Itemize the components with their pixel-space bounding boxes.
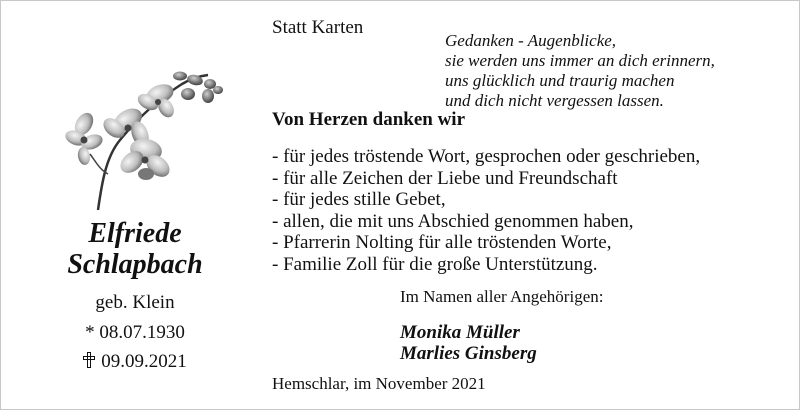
thanks-list: [272, 146, 700, 276]
death-line: [20, 351, 250, 373]
statt-karten-label: Statt Karten: [272, 17, 364, 38]
birth-date: * 08.07.1930: [85, 322, 185, 343]
thanks-item: - für alle Zeichen der Liebe und Freundschaft: [272, 167, 618, 189]
poem-line: uns glücklich und traurig machen: [445, 71, 675, 90]
orchid-illustration: [50, 62, 230, 212]
thanks-item: - allen, die mit uns Abschied genommen haben,: [272, 210, 634, 232]
thanks-item: - Pfarrerin Nolting für alle tröstenden Worte,: [272, 232, 612, 254]
deceased-last-name: Schlapbach: [67, 249, 203, 280]
signers: [400, 322, 537, 364]
poem-line: sie werden uns immer an dich erinnern,: [445, 51, 715, 70]
thanks-heading: Von Herzen danken wir: [272, 109, 466, 130]
signer-name: Marlies Ginsberg: [400, 343, 537, 364]
maiden-name: geb. Klein: [95, 292, 175, 313]
on-behalf-label: Im Namen aller Angehörigen:: [400, 287, 604, 306]
thanks-item: - für jedes tröstende Wort, gesprochen oder geschrieben,: [272, 146, 701, 167]
place-date: Hemschlar, im November 2021: [272, 374, 486, 393]
latin-cross-icon: [83, 352, 95, 368]
deceased-first-name: Elfriede: [88, 218, 182, 249]
signer-name: Monika Müller: [400, 322, 520, 343]
poem-line: Gedanken - Augenblicke,: [445, 31, 617, 50]
deceased-name: [20, 218, 250, 280]
death-date: 09.09.2021: [101, 351, 187, 372]
poem: [445, 31, 715, 111]
thanks-item: - für jedes stille Gebet,: [272, 189, 446, 211]
thanks-item: - Familie Zoll für die große Unterstützung.: [272, 253, 598, 275]
poem-line: und dich nicht vergessen lassen.: [445, 91, 664, 110]
